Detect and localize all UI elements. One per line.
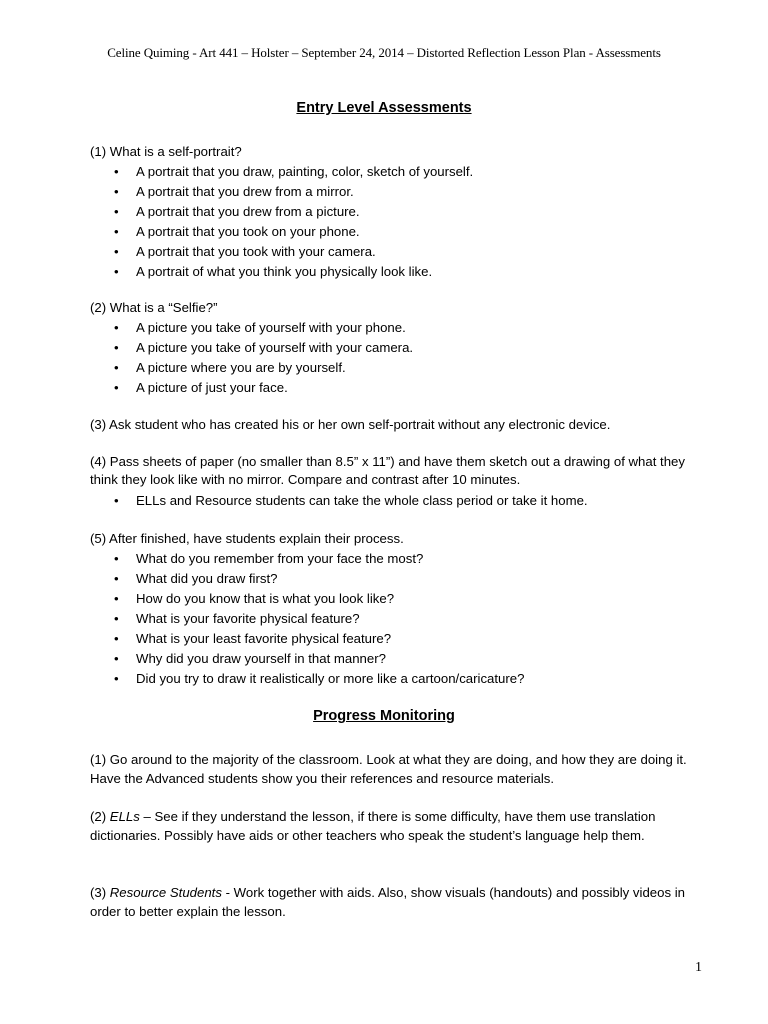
list-item: • ELLs and Resource students can take the whole class period or take it home. bbox=[90, 491, 690, 511]
question-1-text: (1) What is a self-portrait? bbox=[90, 144, 242, 159]
list-item: • A portrait that you took on your phone. bbox=[90, 222, 690, 242]
question-3-text: (3) Ask student who has created his or her own self-portrait without any electronic device. bbox=[90, 417, 611, 432]
list-item: • A portrait that you took with your camera. bbox=[90, 242, 690, 262]
progress-item-3-number: (3) bbox=[90, 885, 110, 900]
question-5-text: (5) After finished, have students explain their process. bbox=[90, 531, 404, 546]
question-2 bbox=[90, 298, 690, 398]
list-item: • What did you draw first? bbox=[90, 569, 690, 589]
list-item: • Why did you draw yourself in that manner? bbox=[90, 649, 690, 669]
question-1-list bbox=[90, 162, 690, 282]
list-item: • A picture of just your face. bbox=[90, 378, 690, 398]
question-3 bbox=[90, 415, 690, 435]
list-item: • A portrait that you draw, painting, color, sketch of yourself. bbox=[90, 162, 690, 182]
progress-item-3-label: Resource Students bbox=[109, 885, 222, 900]
list-item: • What do you remember from your face the most? bbox=[90, 549, 690, 569]
entry-assessments-title: Entry Level Assessments bbox=[296, 100, 472, 116]
list-item: • A portrait that you drew from a picture. bbox=[90, 202, 690, 222]
question-1 bbox=[90, 142, 690, 282]
list-item: • A picture where you are by yourself. bbox=[90, 358, 690, 378]
list-item: • What is your least favorite physical feature? bbox=[90, 629, 690, 649]
question-5-list bbox=[90, 549, 690, 689]
list-item: • A picture you take of yourself with your phone. bbox=[90, 318, 690, 338]
list-item: • How do you know that is what you look like? bbox=[90, 589, 690, 609]
question-2-text: (2) What is a “Selfie?” bbox=[90, 300, 218, 315]
question-5 bbox=[90, 529, 690, 689]
progress-item-2-number: (2) bbox=[90, 809, 110, 824]
list-item: • A portrait of what you think you physically look like. bbox=[90, 262, 690, 282]
question-4 bbox=[90, 453, 690, 511]
progress-item-3 bbox=[90, 883, 690, 921]
progress-item-3-text bbox=[90, 883, 690, 921]
progress-item-1 bbox=[90, 750, 690, 788]
list-item: • A portrait that you drew from a mirror. bbox=[90, 182, 690, 202]
list-item: • A picture you take of yourself with your camera. bbox=[90, 338, 690, 358]
list-item: • Did you try to draw it realistically or more like a cartoon/caricature? bbox=[90, 669, 690, 689]
question-4-list bbox=[90, 491, 690, 511]
page-header: Celine Quiming - Art 441 – Holster – September 24, 2014 – Distorted Reflection Lesson Plan - Assessments bbox=[107, 45, 661, 60]
progress-item-3-body: - Work together with aids. Also, show visuals (handouts) and possibly videos in order to better explain the lesson. bbox=[90, 885, 685, 919]
list-item: • What is your favorite physical feature? bbox=[90, 609, 690, 629]
progress-item-2 bbox=[90, 807, 690, 845]
progress-item-2-body: – See if they understand the lesson, if there is some difficulty, have them use translation dictionaries. Possibly have aids or other teachers who speak the student’s language help them. bbox=[90, 809, 656, 843]
question-2-list bbox=[90, 318, 690, 398]
progress-item-2-text bbox=[90, 807, 690, 845]
progress-item-1-text: (1) Go around to the majority of the classroom. Look at what they are doing, and how they are doing it. Have the Advanced students show you their references and resource materials. bbox=[90, 752, 687, 786]
progress-item-2-label: ELLs bbox=[109, 809, 140, 824]
progress-monitoring-title: Progress Monitoring bbox=[313, 708, 455, 724]
question-4-text: (4) Pass sheets of paper (no smaller than 8.5” x 11”) and have them sketch out a drawing of what they think they look like with no mirror. Compare and contrast after 10 minutes. bbox=[90, 454, 685, 487]
page-number: 1 bbox=[695, 960, 702, 975]
